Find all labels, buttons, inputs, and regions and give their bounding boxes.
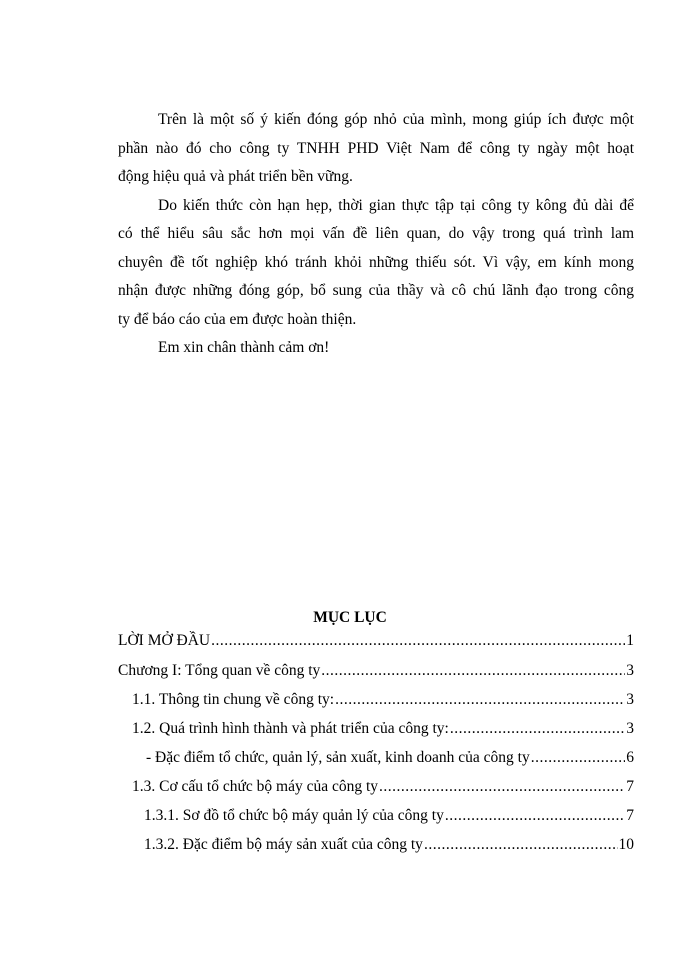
toc-dot-leader bbox=[445, 805, 625, 827]
toc-entry-label: 1.3.2. Đặc điểm bộ máy sản xuất của công ty bbox=[144, 836, 423, 853]
toc-entry-page: 3 bbox=[626, 662, 634, 679]
toc-entry-chapter-1[interactable] bbox=[118, 660, 634, 682]
toc-entry-1-3-1[interactable] bbox=[118, 805, 634, 827]
paragraph-2-line-2: có thể hiểu sâu sắc hơn mọi vấn đề liên quan, do vậy trong quá trình lam bbox=[118, 225, 634, 242]
toc-title: MỤC LỤC bbox=[313, 609, 387, 626]
toc-entry-1-2[interactable] bbox=[118, 718, 634, 740]
toc-entry-intro[interactable] bbox=[118, 630, 634, 652]
paragraph-1-line-1: Trên là một số ý kiến đóng góp nhỏ của mình, mong giúp ích được một bbox=[158, 111, 634, 128]
toc-entry-page: 1 bbox=[626, 632, 634, 649]
toc-entry-page: 6 bbox=[626, 749, 634, 766]
toc-entry-label: 1.3. Cơ cấu tổ chức bộ máy của công ty bbox=[132, 778, 379, 795]
toc-entry-1-3-2[interactable] bbox=[118, 834, 634, 856]
paragraph-1-line-3: động hiệu quả và phát triển bền vững. bbox=[118, 168, 353, 185]
toc-entry-page: 7 bbox=[626, 778, 634, 795]
paragraph-2-line-3: chuyên đề tốt nghiệp khó tránh khỏi những thiếu sót. Vì vậy, em kính mong bbox=[118, 254, 634, 271]
toc-dot-leader bbox=[424, 834, 618, 856]
paragraph-1-line-2: phần nào đó cho công ty TNHH PHD Việt Nam để công ty ngày một hoạt bbox=[118, 140, 634, 157]
toc-dot-leader bbox=[321, 660, 625, 682]
toc-entry-label: Chương I: Tổng quan về công ty bbox=[118, 662, 321, 679]
toc-entry-page: 7 bbox=[626, 807, 634, 824]
toc-entry-1-1[interactable] bbox=[118, 689, 634, 711]
toc-entry-label: 1.1. Thông tin chung về công ty: bbox=[132, 691, 335, 708]
toc-entry-label: - Đặc điểm tổ chức, quản lý, sản xuất, kinh doanh của công ty bbox=[146, 749, 530, 766]
closing-thanks: Em xin chân thành cảm ơn! bbox=[158, 339, 330, 356]
paragraph-2-line-4: nhận được những đóng góp, bổ sung của thầy và cô chú lãnh đạo trong công bbox=[118, 282, 634, 299]
toc-dot-leader bbox=[531, 747, 626, 769]
toc-entry-1-2-sub[interactable] bbox=[118, 747, 634, 769]
toc-entry-label: 1.2. Quá trình hình thành và phát triển của công ty: bbox=[132, 720, 449, 737]
toc-entry-page: 10 bbox=[618, 836, 634, 853]
toc-dot-leader bbox=[379, 776, 625, 798]
toc-entry-label: 1.3.1. Sơ đồ tổ chức bộ máy quản lý của công ty bbox=[144, 807, 444, 824]
paragraph-2-line-5: ty để báo cáo của em được hoàn thiện. bbox=[118, 311, 357, 328]
toc-entry-page: 3 bbox=[626, 720, 634, 737]
paragraph-2-line-1: Do kiến thức còn hạn hẹp, thời gian thực tập tại công ty kông đủ dài để bbox=[158, 197, 634, 214]
toc-entry-page: 3 bbox=[626, 691, 634, 708]
toc-entry-label: LỜI MỞ ĐẦU bbox=[118, 632, 211, 649]
toc-dot-leader bbox=[335, 689, 625, 711]
toc-dot-leader bbox=[450, 718, 625, 740]
toc-entry-1-3[interactable] bbox=[118, 776, 634, 798]
toc-dot-leader bbox=[211, 630, 625, 652]
